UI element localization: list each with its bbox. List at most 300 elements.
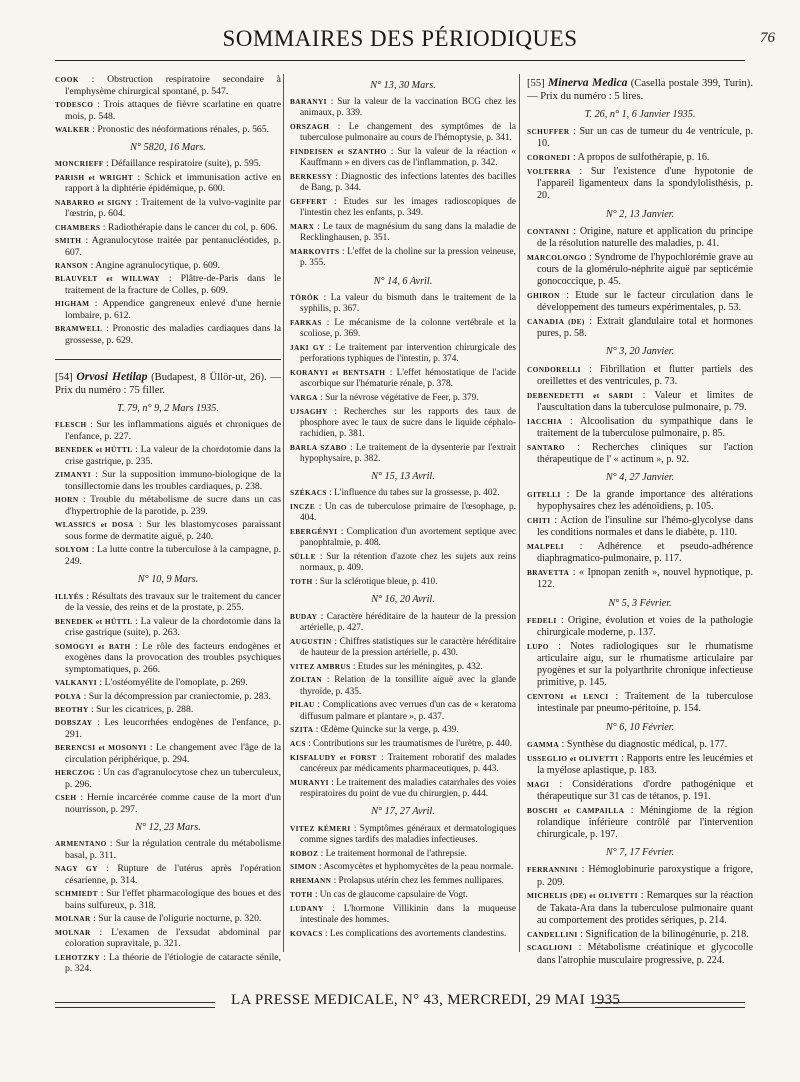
entry-separator: : <box>322 675 335 686</box>
entry-author: FERRANNINI <box>527 865 578 875</box>
article-entry <box>527 390 753 414</box>
issue-subheading: N° 10, 9 Mars. <box>137 573 199 585</box>
entry-author: POLYA <box>55 691 82 701</box>
article-entry <box>290 526 516 549</box>
article-entry <box>527 489 753 513</box>
entry-title: Sur les blastomycoses paraissant sous forme de dermatite aiguë, p. 240. <box>65 519 281 543</box>
article-entry <box>290 699 516 722</box>
entry-author: VOLTERRA <box>527 167 571 176</box>
entry-author: PARISH et WRIGHT <box>55 172 134 182</box>
article-entry <box>55 677 281 689</box>
entry-title: Sur la décompression par craniectomie, p. 283. <box>88 690 271 702</box>
article-entry <box>527 864 753 888</box>
article-entry <box>290 487 516 499</box>
entry-title: La théorie de l'étiologie de cataracte sénile, p. 324. <box>65 951 281 975</box>
entry-title: Le mécanisme de la colonne vertébrale et la scoliose, p. 369. <box>300 317 517 340</box>
entry-title: L'influence du tabes sur la grossesse, p. 402. <box>334 488 500 499</box>
entry-title: Symptômes généraux et dermatologiques comme signes tardifs des maladies infectieuses. <box>300 823 516 845</box>
article-entry <box>290 636 516 659</box>
entry-title: Trouble du métabolisme de sucre dans un cas d'hypertrophie de la parotide, p. 239. <box>65 494 281 518</box>
entry-separator: : <box>637 890 647 902</box>
article-entry <box>290 903 516 926</box>
article-entry <box>290 861 516 873</box>
entry-separator: : <box>329 122 349 133</box>
journal-number: [55] <box>527 78 545 89</box>
article-entry <box>290 196 516 219</box>
entry-title: Traitement de la vulvo-vaginite par l'œstrin, p. 604. <box>65 196 281 220</box>
article-entry <box>527 290 753 314</box>
entry-author: CANDELLINI <box>527 929 578 939</box>
entry-separator: : <box>88 260 96 271</box>
entry-author: MAGI <box>527 779 550 789</box>
article-entry <box>527 316 753 340</box>
article-entry <box>290 317 516 340</box>
entry-separator: : <box>317 392 326 403</box>
article-entry <box>527 567 753 591</box>
entry-title: L'examen de l'exsudat abdominal par coloration supravitale, p. 321. <box>65 926 281 950</box>
entry-title: Sur les inflammations aiguës et chroniques de l'enfance, p. 227. <box>65 419 281 443</box>
entry-title: Traitement roboratif des malades cancéreux par médicaments pharmaceutiques, p. 443. <box>300 753 516 775</box>
entry-title: Chiffres statistiques sur le caractère héréditaire de hauteur de la pression artérielle, p. 430. <box>300 636 516 658</box>
page-title: SOMMAIRES DES PÉRIODIQUES <box>222 26 578 51</box>
entry-title: Le traitement de la dysenterie par l'extrait hypophysaire, p. 382. <box>300 442 516 465</box>
issue-subheading: T. 26, n° 1, 6 Janvier 1935. <box>584 109 696 120</box>
entry-separator: : <box>81 235 92 246</box>
entry-separator: : <box>132 444 141 456</box>
entry-separator: : <box>322 928 330 939</box>
entry-author: MARX <box>290 222 315 232</box>
entry-author: MICHELIS (DE) et OLIVETTI <box>527 891 638 901</box>
entry-separator: : <box>350 661 358 672</box>
entry-author: CORONEDI <box>527 153 571 163</box>
entry-separator: : <box>90 926 112 938</box>
entry-title: Pronostic des néoformations rénales, p. 565. <box>97 124 270 135</box>
entry-author: BEOTHY <box>55 704 89 714</box>
entry-author: SIMON <box>290 862 317 872</box>
article-entry <box>55 691 281 703</box>
entry-title: Complications avec verrues d'un cas de « keratoma diffusum palmare et plantare », p. 437. <box>300 700 517 722</box>
article-entry <box>55 913 281 925</box>
article-entry <box>290 406 516 441</box>
issue-subheading: T. 79, n° 9, 2 Mars 1935. <box>117 402 219 414</box>
entry-title: Fibrillation et flutter partiels des oreillettes et des ventricules, p. 73. <box>537 363 753 387</box>
entry-separator: : <box>633 389 655 401</box>
article-entry <box>290 661 516 673</box>
entry-separator: : <box>102 323 113 335</box>
entry-separator: : <box>326 97 338 108</box>
entry-author: GAMMA <box>527 739 559 749</box>
entry-author: KOVACS <box>290 928 323 938</box>
article-entry <box>290 889 516 901</box>
entry-title: Sur la cause de l'oligurie nocturne, p. 320. <box>98 913 262 925</box>
entry-author: ILLYÉS <box>55 591 84 601</box>
entry-author: WALKER <box>55 125 90 134</box>
entry-author: SCAGLIONI <box>527 943 573 953</box>
entry-separator: : <box>100 221 108 233</box>
journal-details: (Casella postale 399, Turin). — Prix du numéro : 5 lires. <box>527 78 753 102</box>
entry-author: BOSCHI et CAMPAILLA <box>527 805 625 815</box>
entry-title: Origine, évolution et voies de la pathologie chirurgicale moderne, p. 137. <box>537 614 753 639</box>
article-entry <box>290 848 516 860</box>
entry-author: BERENCSI et MOSONYI <box>55 743 147 753</box>
article-entry <box>527 779 753 803</box>
entry-separator: : <box>97 888 107 900</box>
entry-title: Etudes sur les images radioscopiques de l'intestin chez les enfants, p. 349. <box>300 197 516 219</box>
article-entry <box>527 252 753 289</box>
article-entry <box>527 442 753 466</box>
entry-author: CHAMBERS <box>55 222 101 232</box>
entry-separator: : <box>90 913 99 925</box>
article-entry <box>527 416 753 440</box>
entry-separator: : <box>99 951 109 963</box>
entry-author: CHITI <box>527 516 551 526</box>
entry-title: Recherches sur les rapports des taux de phosphore avec le taux de sucre dans le liquide céphalo-rachidien, p. 381. <box>300 406 517 440</box>
article-entry <box>55 838 281 861</box>
entry-title: Etudes sur les méningites, p. 432. <box>357 661 483 672</box>
article-entry <box>527 929 753 941</box>
entry-author: DEBENEDETTI et SARDI <box>527 390 634 400</box>
article-entry <box>55 124 281 136</box>
column-left <box>55 74 281 977</box>
article-entry <box>527 152 753 164</box>
article-entry <box>55 767 281 790</box>
article-entry <box>527 126 753 150</box>
entry-author: COOK <box>55 75 79 84</box>
entry-separator: : <box>569 225 580 237</box>
entry-title: Sur un cas de tumeur du 4e ventricule, p. 10. <box>537 126 753 150</box>
entry-author: LUPO <box>527 641 549 651</box>
entry-author: BERKESSY <box>290 172 333 182</box>
entry-author: CANADIA (DE) <box>527 317 585 327</box>
entry-title: Valeur et limites de l'auscultation dans la tuberculose pulmonaire, p. 79. <box>537 389 754 413</box>
entry-title: Rapports entre les leucémies et la myélose aplastique, p. 183. <box>537 752 753 776</box>
entry-author: MOLNAR <box>55 927 91 937</box>
entry-separator: : <box>337 527 347 538</box>
article-entry <box>290 724 516 736</box>
article-entry <box>55 863 281 886</box>
entry-separator: : <box>316 862 324 873</box>
entry-author: IACCHIA <box>527 416 563 426</box>
journal-details: (Budapest, 8 Üllör-ut, 26). — Prix du numéro : 75 filler. <box>55 371 281 396</box>
entry-author: DOBSZAY <box>55 718 93 728</box>
entry-separator: : <box>577 864 589 876</box>
entry-separator: : <box>317 611 327 622</box>
entry-title: La valeur de la chordotomie dans la crise gastrique, p. 235. <box>65 444 281 468</box>
header-rule <box>55 60 745 61</box>
entry-author: MARKOVITS <box>290 247 340 257</box>
entry-author: SCHMIEDT <box>55 889 98 899</box>
entry-author: MURANYI <box>290 778 329 788</box>
column-divider <box>519 74 520 952</box>
article-entry <box>290 392 516 404</box>
issue-subheading: N° 12, 23 Mars. <box>135 821 201 833</box>
entry-title: Remarques sur la réaction de Takata-Ara dans la tuberculose pulmonaire quant au comportement des protides sériques, p. 214. <box>537 890 753 926</box>
entry-author: RHEMANN <box>290 876 332 886</box>
entry-title: Les complications des avortements clandestins. <box>329 928 507 939</box>
article-entry <box>55 323 281 346</box>
issue-subheading: N° 16, 20 Avril. <box>371 594 435 606</box>
entry-title: Sur les cicatrices, p. 288. <box>96 703 194 715</box>
entry-author: SANTARO <box>527 442 565 452</box>
entry-author: ZOLTAN <box>290 675 323 685</box>
article-entry <box>55 519 281 542</box>
entry-title: Complication d'un avortement septique avec panophtalmie, p. 408. <box>300 527 516 549</box>
entry-author: EBERGÉNYI <box>290 527 338 537</box>
entry-author: SÜLLE <box>290 552 316 562</box>
entry-author: CONTANNI <box>527 226 570 236</box>
article-entry <box>290 777 516 800</box>
entry-author: TOTH <box>290 577 313 587</box>
article-entry <box>290 738 516 750</box>
article-entry <box>527 226 753 250</box>
entry-separator: : <box>314 700 323 711</box>
entry-title: Agranulocytose traitée par pentanucléotides, p. 607. <box>65 235 281 258</box>
entry-separator: : <box>89 544 97 556</box>
entry-title: La lutte contre la tuberculose à la campagne, p. 249. <box>65 544 281 568</box>
entry-separator: : <box>550 515 561 527</box>
article-entry <box>290 367 516 390</box>
article-entry <box>55 444 281 467</box>
entry-separator: : <box>78 494 91 506</box>
entry-author: FLESCH <box>55 420 87 430</box>
article-entry <box>55 544 281 567</box>
article-entry <box>55 172 281 195</box>
entry-title: Sur la sclérotique bleue, p. 410. <box>319 577 438 588</box>
entry-title: Origine, nature et application du principe de la résolution naturelle des maladies, p. 41. <box>537 225 753 250</box>
entry-title: « Ipnopan zenith », nouvel hypnotique, p. 122. <box>537 567 753 591</box>
entry-separator: : <box>346 442 356 453</box>
entry-separator: : <box>76 792 87 804</box>
issue-subheading: N° 17, 27 Avril. <box>371 806 435 818</box>
entry-separator: : <box>331 636 340 647</box>
entry-separator: : <box>608 691 625 703</box>
entry-title: A propos de sulfothérapie, p. 16. <box>577 152 710 164</box>
entry-title: Alcoolisation du sympathique dans le traitement de la tuberculose pulmonaire, p. 85. <box>537 415 754 439</box>
entry-title: La valeur de la chordotomie dans la crise gastrique (suite), p. 263. <box>65 615 281 639</box>
entry-title: Méningiome de la région rolandique inférieure contrôlé par l'intervention chirurgicale, p. 197. <box>537 804 753 841</box>
page-number: 76 <box>760 30 775 46</box>
entry-title: Contributions sur les traumatismes de l'urètre, p. 440. <box>313 739 512 750</box>
entry-title: Recherches cliniques sur l'action thérapeutique de l' « actinum », p. 92. <box>537 441 753 465</box>
entry-separator: : <box>314 222 323 233</box>
issue-subheading: N° 15, 13 Avril. <box>371 471 435 483</box>
journal-number: [54] <box>55 371 73 383</box>
entry-title: Etude sur le facteur circulation dans le développement des tumeurs expérimentales, p. 53. <box>537 290 753 314</box>
article-entry <box>290 146 516 169</box>
entry-author: VITEZ AMBRUS <box>290 661 351 671</box>
entry-separator: : <box>312 890 320 901</box>
entry-author: LUDANY <box>290 903 324 913</box>
entry-author: AUGUSTIN <box>290 636 332 646</box>
article-entry <box>527 515 753 539</box>
entry-title: Le traitement hormonal de l'athrepsie. <box>325 848 467 859</box>
entry-author: VARGA <box>290 392 318 402</box>
entry-separator: : <box>376 753 388 764</box>
entry-separator: : <box>327 406 344 417</box>
entry-title: De la grande importance des altérations hypophysaires chez les adénoïdiens, p. 105. <box>537 489 753 513</box>
entry-author: BRAMWELL <box>55 324 103 334</box>
entry-title: Ascomycètes et hyphomycètes de la peau normale. <box>323 862 514 873</box>
article-entry <box>527 541 753 565</box>
article-entry <box>527 739 753 751</box>
entry-separator: : <box>89 124 98 135</box>
entry-author: ROBOZ <box>290 848 319 858</box>
entry-title: Considérations d'ordre pathogénique et thérapeutique sur 31 cas de tétanos, p. 191. <box>537 778 753 802</box>
article-entry <box>55 222 281 234</box>
article-entry <box>55 99 281 122</box>
article-entry <box>55 419 281 442</box>
entry-author: VALKANYI <box>55 678 97 688</box>
entry-separator: : <box>305 739 314 750</box>
entry-author: UJSAGHY <box>290 406 328 416</box>
page-header <box>55 22 775 62</box>
article-entry <box>527 805 753 842</box>
entry-title: Hernie incarcérée comme cause de la mort d'un nourrisson, p. 297. <box>65 792 281 815</box>
entry-author: ORSZAGH <box>290 122 330 132</box>
entry-title: Sur la régulation centrale du métabolisme basal, p. 311. <box>65 838 281 861</box>
entry-separator: : <box>569 567 579 579</box>
issue-subheading: N° 6, 10 Février. <box>605 721 675 733</box>
entry-title: Traitement de la tuberculose intestinale par pneumo-péritoine, p. 154. <box>537 691 753 715</box>
issue-subheading: N° 3, 20 Janvier. <box>605 346 675 358</box>
entry-separator: : <box>560 489 576 501</box>
entry-separator: : <box>580 363 600 375</box>
entry-title: Sur la valeur de la vaccination BCG chez les animaux, p. 339. <box>300 97 517 119</box>
article-entry <box>290 442 516 465</box>
article-entry <box>290 823 516 846</box>
entry-title: Notes radiologiques sur le rhumatisme articulaire aigu, sur le rhumatisme articulaire par pyogènes et sur la polyarthrite chronique infectieuse primitive, p. 145. <box>537 640 753 689</box>
issue-subheading: N° 4, 27 Janvier. <box>605 472 675 484</box>
article-entry <box>290 246 516 269</box>
entry-author: ACS <box>290 739 306 749</box>
entry-separator: : <box>618 752 627 764</box>
entry-author: USSEGLIO et OLIVETTI <box>527 753 619 763</box>
entry-title: Obstruction respiratoire secondaire à l'emphysème chirurgical spontané, p. 547. <box>65 74 281 97</box>
page-footer <box>55 990 745 1016</box>
entry-separator: : <box>326 488 335 499</box>
entry-separator: : <box>133 171 145 183</box>
entry-separator: : <box>78 74 108 85</box>
entry-title: Synthèse du diagnostic médical, p. 177. <box>566 738 728 750</box>
entry-title: Résultats des travaux sur le traitement du cancer de la vessie, des reins et de la prostate, p. 255. <box>65 590 281 614</box>
entry-title: Radiothérapie dans le cancer du col, p. 606. <box>107 221 278 233</box>
entry-separator: : <box>569 126 580 138</box>
entry-separator: : <box>584 316 597 328</box>
entry-title: Rupture de l'utérus après l'opération césarienne, p. 314. <box>65 863 281 886</box>
article-entry <box>290 875 516 887</box>
entry-separator: : <box>324 342 336 353</box>
entry-title: Sur la rétention d'azote chez les sujets aux reins normaux, p. 409. <box>300 552 516 574</box>
entry-separator: : <box>83 590 92 602</box>
entry-separator: : <box>89 298 103 310</box>
entry-author: NAGY GY <box>55 864 98 874</box>
entry-title: Angine agranulocytique, p. 609. <box>95 260 221 271</box>
entry-separator: : <box>315 502 325 513</box>
article-entry <box>55 742 281 765</box>
entry-title: Signification de la bilinogénurie, p. 218. <box>585 928 749 940</box>
entry-separator: : <box>577 928 586 940</box>
entry-title: L'effet de la choline sur la pression veineuse, p. 355. <box>300 247 516 269</box>
entry-author: JAKI GY <box>290 342 325 352</box>
entry-title: Plâtre-de-Paris dans le traitement de la fracture de Colles, p. 609. <box>65 273 281 296</box>
entry-separator: : <box>319 292 331 303</box>
entry-separator: : <box>559 738 567 750</box>
entry-author: MALPELI <box>527 542 564 552</box>
entry-author: TODESCO <box>55 100 94 109</box>
entry-separator: : <box>312 577 320 588</box>
entry-title: Sur l'existence d'une hypotonie de l'appareil ligamenteux dans la spondylolisthésis, p. 20. <box>537 166 753 202</box>
entry-author: NABARRO et SIGNY <box>55 197 133 207</box>
entry-separator: : <box>331 876 339 887</box>
entry-separator: : <box>97 677 105 689</box>
entry-separator: : <box>92 717 105 729</box>
article-entry <box>527 166 753 203</box>
entry-separator: : <box>564 441 593 453</box>
entry-title: Le rôle des facteurs endogènes et exogènes dans la provocation des troubles psychiques symptomatiques, p. 266. <box>65 640 281 675</box>
entry-title: Un cas de tuberculose primaire de l'œsophage, p. 404. <box>300 502 516 524</box>
entry-title: Les leucorrhées endogènes de l'enfance, p. 291. <box>65 717 281 740</box>
entry-author: TÖRÖK <box>290 292 320 302</box>
entry-title: L'hormone Villikinin dans la muqueuse intestinale des hommes. <box>300 903 517 926</box>
entry-title: Sur la supposition immuno-biologique de la tonsillectomie dans les troubles cardiaques, p. 238. <box>65 469 282 493</box>
entry-author: SCHUFFER <box>527 127 570 137</box>
entry-separator: : <box>559 290 576 302</box>
entry-separator: : <box>88 703 97 715</box>
entry-separator: : <box>313 725 321 736</box>
article-entry <box>55 158 281 170</box>
column-divider <box>283 74 284 952</box>
entry-title: L'effet hémostatique de l'acide ascorbique sur l'hématurie rénale, p. 378. <box>300 367 517 390</box>
article-entry <box>55 494 281 517</box>
entry-author: GHIRON <box>527 291 560 301</box>
journal-heading <box>55 370 281 397</box>
entry-author: MOLNAR <box>55 914 91 924</box>
entry-author: SOLYOM <box>55 545 90 555</box>
article-entry <box>55 952 281 975</box>
entry-title: Le traitement par intervention chirurgicale des perforations typhiques de l'intestin, p. 374. <box>300 342 516 365</box>
entry-title: Défaillance respiratoire (suite), p. 595. <box>111 158 261 170</box>
article-entry <box>290 611 516 634</box>
entry-separator: : <box>318 848 326 859</box>
article-entry <box>527 942 753 966</box>
entry-author: FARKAS <box>290 317 322 327</box>
article-entry <box>55 235 281 258</box>
entry-separator: : <box>562 415 581 427</box>
entry-title: Relation de la tonsillite aiguë avec la glande thyroïde, p. 435. <box>300 675 516 697</box>
entry-separator: : <box>624 804 640 816</box>
entry-title: Prolapsus utérin chez les femmes nullipares. <box>338 876 504 887</box>
entry-title: Un cas d'agranulocytose chez un tuberculeux, p. 296. <box>65 767 281 790</box>
article-entry <box>55 641 281 676</box>
entry-title: Le traitement des maladies catarrhales des voies respiratoires du point de vue du chirurgien, p. 444. <box>300 778 516 800</box>
entry-separator: : <box>321 317 335 328</box>
issue-subheading: N° 5820, 16 Mars. <box>130 141 206 153</box>
entry-author: GITELLI <box>527 490 561 500</box>
entry-title: Le taux de magnésium du sang dans la maladie de Recklinghausen, p. 351. <box>300 222 517 244</box>
entry-separator: : <box>328 778 337 789</box>
entry-author: SMITH <box>55 236 82 245</box>
entry-author: HORN <box>55 495 79 505</box>
journal-heading <box>527 76 753 103</box>
entry-author: KORANYI et BENTSATH <box>290 367 386 377</box>
article-entry <box>290 96 516 119</box>
journal-name: Minerva Medica <box>547 76 628 89</box>
article-entry <box>55 74 281 97</box>
entry-separator: : <box>339 247 348 258</box>
entry-author: ZIMANYI <box>55 470 92 480</box>
entry-separator: : <box>130 640 143 652</box>
article-entry <box>290 342 516 365</box>
